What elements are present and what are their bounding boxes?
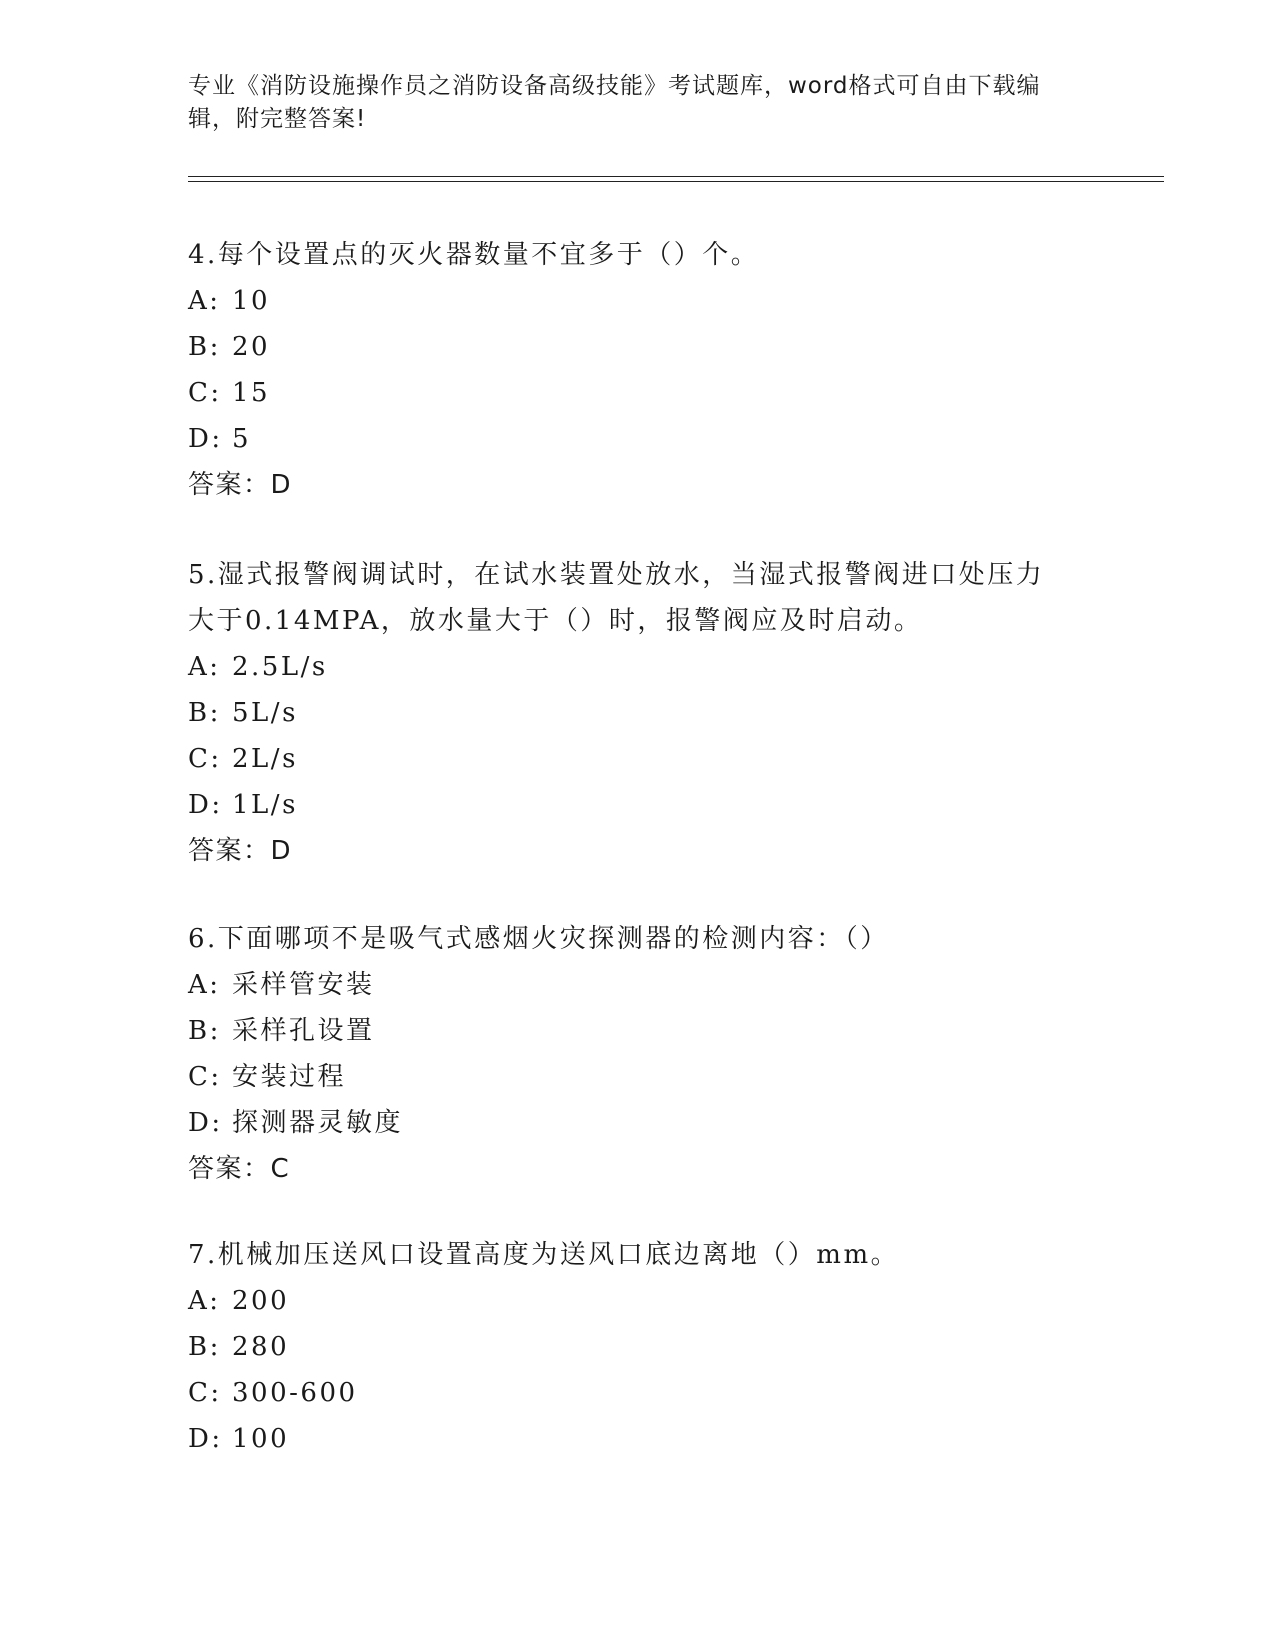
header-divider-top [188,176,1164,177]
option-b [188,1008,1068,1054]
option-text: 200 [232,1286,290,1316]
option-letter: C: [188,744,222,774]
answer-line: 答案：D [188,470,293,500]
option-text: 采样孔设置 [232,1016,375,1046]
option-d [188,1416,1068,1462]
option-letter: A: [188,1286,221,1316]
option-b [188,690,1068,736]
option-text: 100 [232,1424,290,1454]
option-letter: D: [188,1424,223,1454]
option-c [188,1054,1068,1100]
option-text: 2L/s [232,744,298,774]
option-letter: D: [188,1108,223,1138]
option-letter: C: [188,1062,222,1092]
option-b [188,1324,1068,1370]
option-a [188,1278,1068,1324]
option-letter: B: [188,1016,221,1046]
option-text: 20 [232,332,271,362]
option-text: 10 [232,286,271,316]
question-text: 6.下面哪项不是吸气式感烟火灾探测器的检测内容：（） [188,924,889,954]
option-a [188,962,1068,1008]
document-intro: 专业《消防设施操作员之消防设备高级技能》考试题库，word格式可自由下载编辑，附完整答案! [188,73,1041,132]
answer-line: 答案：D [188,836,293,866]
question-4 [188,232,1068,508]
question-text: 5.湿式报警阀调试时，在试水装置处放水，当湿式报警阀进口处压力大于0.14MPA，放水量大于（）时，报警阀应及时启动。 [188,560,1045,636]
option-text: 探测器灵敏度 [232,1108,404,1138]
question-text: 7.机械加压送风口设置高度为送风口底边离地（）mm。 [188,1240,900,1270]
option-c [188,1370,1068,1416]
option-text: 5L/s [232,698,298,728]
option-letter: A: [188,970,221,1000]
option-d [188,416,1068,462]
option-text: 1L/s [232,790,298,820]
question-5 [188,552,1068,874]
option-b [188,324,1068,370]
option-letter: B: [188,698,221,728]
option-letter: D: [188,424,223,454]
answer-line: 答案：C [188,1154,291,1184]
option-text: 安装过程 [232,1062,347,1092]
option-letter: A: [188,286,221,316]
question-text: 4.每个设置点的灭火器数量不宜多于（）个。 [188,240,760,270]
header-divider-bottom [188,181,1164,182]
option-letter: B: [188,332,221,362]
option-text: 15 [232,378,271,408]
option-d [188,782,1068,828]
option-text: 280 [232,1332,290,1362]
option-text: 采样管安装 [232,970,375,1000]
option-letter: C: [188,378,222,408]
option-text: 5 [232,424,252,454]
option-text: 300-600 [232,1378,358,1408]
option-d [188,1100,1068,1146]
option-letter: C: [188,1378,222,1408]
option-letter: B: [188,1332,221,1362]
question-6 [188,916,1068,1192]
option-c [188,736,1068,782]
question-7 [188,1232,1068,1462]
option-letter: D: [188,790,223,820]
option-text: 2.5L/s [232,652,328,682]
option-letter: A: [188,652,221,682]
option-c [188,370,1068,416]
option-a [188,278,1068,324]
option-a [188,644,1068,690]
